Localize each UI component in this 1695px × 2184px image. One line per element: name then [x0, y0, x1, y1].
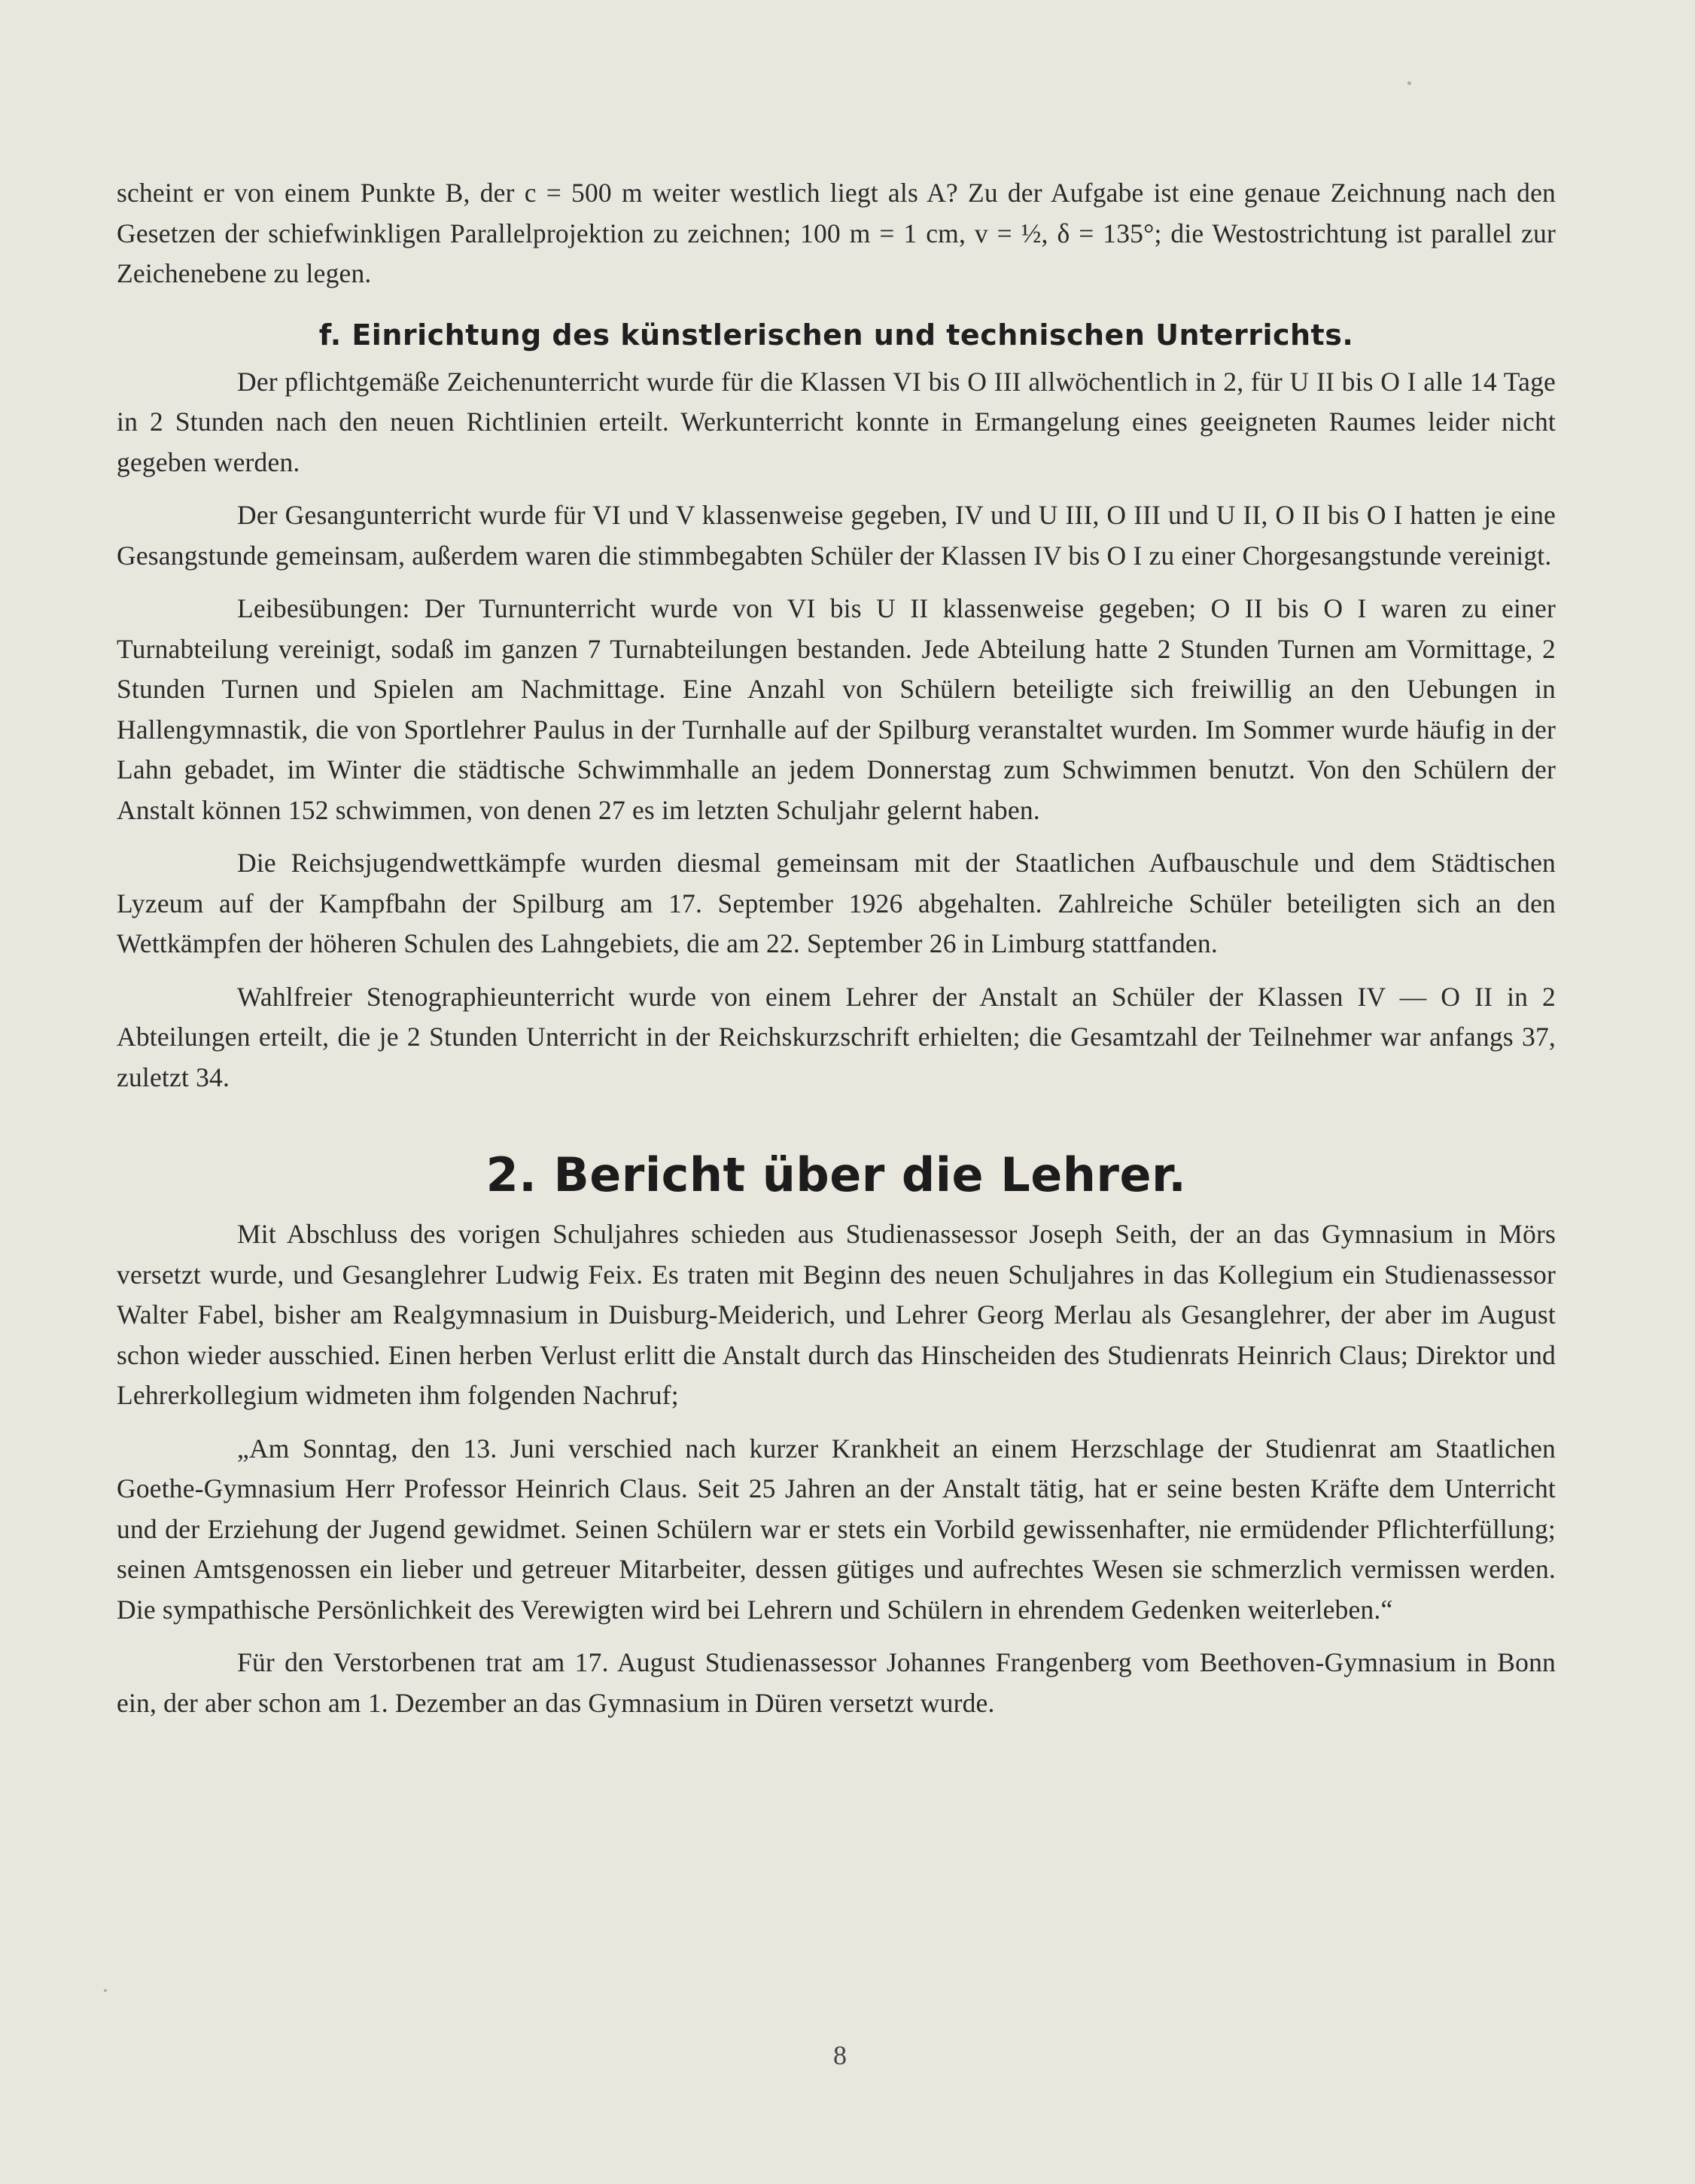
physical-education-paragraph: Leibesübungen: Der Turnunterricht wurde von VI bis U II klassenweise gegeben; O II bis O I waren zu einer Turnabteilung vereinigt, sodaß im ganzen 7 Turnabteilungen bestanden. Jede Abteilung hatte 2 Stunden Turnen am Vormittage, 2 Stunden Turnen und Spielen am Nachmittage. Eine Anzahl von Schülern beteiligte sich freiwillig an den Uebungen in Hallengymnastik, die von Sportlehrer Paulus in der Turnhalle auf der Spilburg veranstaltet wurden. Im Sommer wurde häufig in der Lahn gebadet, im Winter die städtische Schwimmhalle an jedem Donnerstag zum Schwimmen benutzt. Von den Schülern der Anstalt können 152 schwimmen, von denen 27 es im letzten Schuljahr gelernt haben. — [117, 593, 1556, 825]
intro-paragraph: scheint er von einem Punkte B, der c = 500 m weiter westlich liegt als A? Zu der Aufgabe ist eine genaue Zeichnung nach den Gesetzen der schiefwinkligen Parallelprojektion zu zeichnen; 100 m = 1 cm, v = ½, δ = 135°; die Westostrichtung ist parallel zur Zeichenebene zu legen. — [117, 178, 1556, 288]
teachers-changes-paragraph: Mit Abschluss des vorigen Schuljahres schieden aus Studienassessor Joseph Seith, der an das Gymnasium in Mörs versetzt wurde, und Gesanglehrer Ludwig Feix. Es traten mit Beginn des neuen Schuljahres in das Kollegium ein Studienassessor Walter Fabel, bisher am Realgymnasium in Duisburg-Meiderich, und Lehrer Georg Merlau als Gesanglehrer, der aber im August schon wieder ausschied. Einen herben Verlust erlitt die Anstalt durch das Hinscheiden des Studienrats Heinrich Claus; Direktor und Lehrerkollegium widmeten ihm folgenden Nachruf; — [117, 1219, 1556, 1410]
obituary-paragraph: „Am Sonntag, den 13. Juni verschied nach kurzer Krankheit an einem Herzschlage der Studienrat am Staatlichen Goethe-Gymnasium Herr Professor Heinrich Claus. Seit 25 Jahren an der Anstalt tätig, hat er seine besten Kräfte dem Unterricht und der Erziehung der Jugend gewidmet. Seinen Schülern war er stets ein Vorbild gewissenhafter, nie ermüdender Pflichterfüllung; seinen Amtsgenossen ein lieber und getreuer Mitarbeiter, dessen gütiges und aufrechtes Wesen sie schmerzlich vermissen werden. Die sympathische Persönlichkeit des Verewigten wird bei Lehrern und Schülern in ehrendem Gedenken weiterleben.“ — [117, 1433, 1556, 1625]
paper-speck — [1407, 81, 1411, 85]
paper-speck — [104, 1989, 107, 1992]
stenography-paragraph: Wahlfreier Stenographieunterricht wurde von einem Lehrer der Anstalt an Schüler der Klassen IV — O II in 2 Abteilungen erteilt, die je 2 Stunden Unterricht in der Reichskurzschrift erhielten; die Gesamtzahl der Teilnehmer war anfangs 37, zuletzt 34. — [117, 981, 1556, 1092]
youth-competitions-paragraph: Die Reichsjugendwettkämpfe wurden diesmal gemeinsam mit der Staatlichen Aufbauschule und dem Städtischen Lyzeum auf der Kampfbahn der Spilburg am 17. September 1926 abgehalten. Zahlreiche Schüler beteiligten sich an den Wettkämpfen der höheren Schulen des Lahngebiets, die am 22. September 26 in Limburg stattfanden. — [117, 848, 1556, 958]
replacement-paragraph: Für den Verstorbenen trat am 17. August Studienassessor Johannes Frangenberg vom Beethoven-Gymnasium in Bonn ein, der aber schon am 1. Dezember an das Gymnasium in Düren versetzt wurde. — [117, 1647, 1556, 1718]
section-2-heading: 2. Bericht über die Lehrer. — [485, 1147, 1187, 1202]
section-f-heading: f. Einrichtung des künstlerischen und technischen Unterrichts. — [318, 318, 1354, 352]
singing-paragraph: Der Gesangunterricht wurde für VI und V klassenweise gegeben, IV und U III, O III und U II, O II bis O I hatten je eine Gesangstunde gemeinsam, außerdem waren die stimmbegabten Schüler der Klassen IV bis O I zu einer Chorgesangstunde vereinigt. — [117, 500, 1556, 571]
page-number: 8 — [833, 2040, 847, 2070]
drawing-music-paragraph: Der pflichtgemäße Zeichenunterricht wurde für die Klassen VI bis O III allwöchentlich in 2, für U II bis O I alle 14 Tage in 2 Stunden nach den neuen Richtlinien erteilt. Werkunterricht konnte in Ermangelung eines geeigneten Raumes leider nicht gegeben werden. — [117, 366, 1556, 477]
document-page — [117, 173, 1556, 1723]
